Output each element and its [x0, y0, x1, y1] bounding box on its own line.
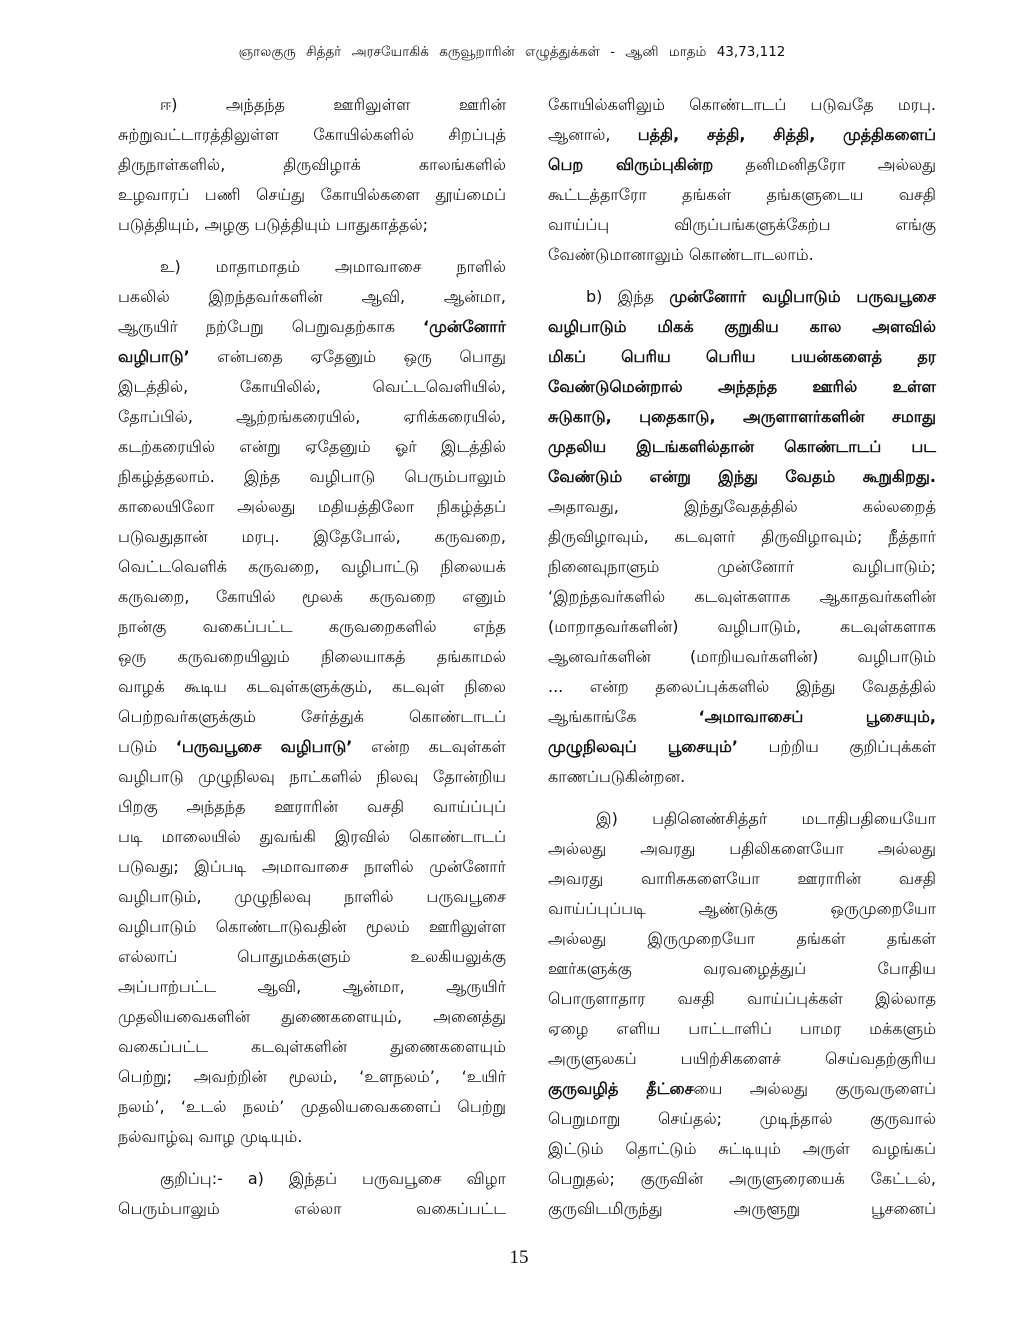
bold-text: ‘முன்னோர்: [423, 317, 506, 336]
bold-text-line: வேண்டும் என்று இந்து வேதம் கூறுகிறது.: [548, 467, 936, 486]
bold-text-line: மிகப் பெரிய பெரிய பயன்களைத் தர: [548, 347, 936, 366]
bold-text-line: சுடுகாடு, புதைகாடு, அருளாளர்களின் சமாது: [548, 407, 936, 426]
text-line: இட்டும் தொட்டும் சுட்டியும் அருள் வழங்கப்: [548, 1139, 936, 1158]
text-line: [548, 150, 936, 180]
text-segment: ஆங்காங்கே: [548, 707, 699, 726]
text-line: அப்பாற்பட்ட ஆவி, ஆன்மா, ஆருயிர்: [118, 977, 506, 996]
text-segment: என்ற கடவுள்கள்: [352, 737, 506, 756]
paragraph: [548, 282, 936, 792]
text-line: [548, 702, 936, 732]
text-line: கூட்டத்தாரோ தங்கள் தங்களுடைய வசதி: [548, 185, 936, 204]
text-line: தோப்பில், ஆற்றங்கரையில், ஏரிக்கரையில்,: [118, 407, 506, 426]
text-line: ஒரு கருவறையிலும் நிலையாகத் தங்காமல்: [118, 647, 506, 666]
text-segment: யை அல்லது குருவருளைப்: [693, 1079, 936, 1098]
text-line: ஏழை எளிய பாட்டாளிப் பாமர மக்களும்: [548, 1019, 936, 1038]
text-line: உ) மாதாமாதம் அமாவாசை நாளில்: [160, 257, 506, 276]
text-line: படுவதுதான் மரபு. இதேபோல், கருவறை,: [118, 527, 506, 546]
text-line: இடத்தில், கோயிலில், வெட்டவெளியில்,: [118, 377, 506, 396]
bold-text: ‘பருவபூசை வழிபாடு’: [175, 737, 353, 756]
text-line: பிறகு அந்தந்த ஊராரின் வசதி வாய்ப்புப்: [118, 797, 506, 816]
running-header: ஞாலகுரு சித்தர் அரசயோகிக் கருவூறாரின் எழுத்துக்கள் - ஆனி மாதம் 43,73,112: [238, 44, 786, 60]
text-segment: படும்: [118, 737, 176, 756]
text-line: படுத்தியும், அழகு படுத்தியும் பாதுகாத்தல்;: [118, 215, 428, 234]
text-line: கோயில்களிலும் கொண்டாடப் படுவதே மரபு.: [548, 95, 936, 114]
text-line: பெறுதல்; குருவின் அருளுரையைக் கேட்டல்,: [548, 1169, 936, 1188]
text-line: நல்வாழ்வு வாழ முடியும்.: [118, 1127, 303, 1146]
text-line: ஊர்களுக்கு வரவழைத்துப் போதிய: [548, 959, 936, 978]
text-line: வாழக் கூடிய கடவுள்களுக்கும், கடவுள் நிலை: [118, 677, 506, 696]
text-line: வகைப்பட்ட கடவுள்களின் துணைகளையும்: [118, 1037, 506, 1056]
text-line: வாய்ப்புப்படி ஆண்டுக்கு ஒருமுறையோ: [548, 899, 936, 918]
text-line: நினைவுநாளும் முன்னோர் வழிபாடும்;: [548, 557, 936, 576]
text-line: [118, 342, 506, 372]
text-line: ‘இறந்தவர்களில் கடவுள்களாக ஆகாதவர்களின்: [548, 587, 936, 606]
text-line: வெட்டவெளிக் கருவறை, வழிபாட்டு நிலையக்: [118, 557, 506, 576]
bold-text: ‘அமாவாசைப் பூசையும்,: [698, 707, 936, 726]
text-line: படி மாலையில் துவங்கி இரவில் கொண்டாடப்: [118, 827, 506, 846]
text-line: ... என்ற தலைப்புக்களில் இந்து வேதத்தில்: [548, 677, 936, 696]
text-line: [118, 312, 506, 342]
text-line: வழிபாடும் கொண்டாடுவதின் மூலம் ஊரிலுள்ள: [118, 917, 506, 936]
bold-text: பெற விரும்புகின்ற: [548, 155, 714, 174]
text-line: ஆனவர்களின் (மாறியவர்களின்) வழிபாடும்: [548, 647, 936, 666]
text-line: அல்லது இருமுறையோ தங்கள் தங்கள்: [548, 929, 936, 948]
text-line: வழிபாடு முழுநிலவு நாட்களில் நிலவு தோன்றிய: [118, 767, 506, 786]
bold-text: வழிபாடு’: [118, 347, 190, 366]
text-segment: ஆருயிர் நற்பேறு பெறுவதற்காக: [118, 317, 424, 336]
bold-text: முன்னோர் வழிபாடும் பருவபூசை: [669, 287, 936, 306]
text-line: நலம்’, ‘உடல் நலம்’ முதலியவைகளைப் பெற்று: [118, 1097, 506, 1116]
text-line: காணப்படுகின்றன.: [548, 767, 686, 786]
text-line: பெற்று; அவற்றின் மூலம், ‘உளநலம்’, ‘உயிர்: [118, 1067, 506, 1086]
text-line: பொருளாதார வசதி வாய்ப்புக்கள் இல்லாத: [548, 989, 936, 1008]
text-line: இ) பதினெண்சித்தர் மடாதிபதியையோ: [596, 809, 936, 828]
right-column: [548, 90, 936, 1224]
text-line: [548, 1074, 936, 1104]
paragraph: [118, 252, 506, 1152]
text-segment: என்பதை ஏதேனும் ஒரு பொது: [189, 347, 506, 366]
text-line: வேண்டுமானாலும் கொண்டாடலாம்.: [548, 245, 814, 264]
paragraph: [118, 1164, 506, 1224]
text-line: அருளுலகப் பயிற்சிகளைச் செய்வதற்குரிய: [548, 1049, 936, 1068]
text-line: திருவிழாவும், கடவுளர் திருவிழாவும்; நீத்தார்: [548, 527, 936, 546]
text-line: காலையிலோ அல்லது மதியத்திலோ நிகழ்த்தப்: [118, 497, 506, 516]
text-line: கருவறை, கோயில் மூலக் கருவறை எனும்: [118, 587, 506, 606]
text-line: குருவிடமிருந்து அருளூறு பூசனைப்: [548, 1199, 936, 1218]
text-line: நான்கு வகைப்பட்ட கருவறைகளில் எந்த: [118, 617, 506, 636]
text-line: [548, 282, 936, 312]
text-line: அதாவது, இந்துவேதத்தில் கல்லறைத்: [548, 497, 936, 516]
paragraph: [118, 90, 506, 240]
text-line: நிகழ்த்தலாம். இந்த வழிபாடு பெரும்பாலும்: [118, 467, 506, 486]
text-line: பகலில் இறந்தவர்களின் ஆவி, ஆன்மா,: [118, 287, 506, 306]
bold-text: குருவழித் தீட்சை: [548, 1079, 694, 1098]
text-line: திருநாள்களில், திருவிழாக் காலங்களில்: [118, 155, 506, 174]
text-line: ஈ) அந்தந்த ஊரிலுள்ள ஊரின்: [160, 95, 506, 114]
text-line: அல்லது அவரது பதிலிகளையோ அல்லது: [548, 839, 936, 858]
paragraph: [548, 90, 936, 270]
text-line: [548, 732, 936, 762]
text-segment: ஆனால்,: [548, 125, 638, 144]
text-line: உழவாரப் பணி செய்து கோயில்களை தூய்மைப்: [118, 185, 506, 204]
text-segment: b) இந்த: [586, 287, 670, 306]
text-line: வாய்ப்பு விருப்பங்களுக்கேற்ப எங்கு: [548, 215, 936, 234]
text-line: கடற்கரையில் என்று ஏதேனும் ஓர் இடத்தில்: [118, 437, 506, 456]
text-line: வழிபாடும், முழுநிலவு நாளில் பருவபூசை: [118, 887, 506, 906]
text-line: பெறுமாறு செய்தல்; முடிந்தால் குருவால்: [548, 1109, 936, 1128]
text-segment: பற்றிய குறிப்புக்கள்: [737, 737, 936, 756]
left-column: [118, 90, 506, 1224]
text-line: [548, 120, 936, 150]
paragraph: [548, 804, 936, 1224]
text-line: படுவது; இப்படி அமாவாசை நாளில் முன்னோர்: [118, 857, 506, 876]
bold-text: பத்தி, சத்தி, சித்தி, முத்திகளைப்: [637, 125, 937, 144]
text-line: [118, 732, 506, 762]
text-line: பெற்றவர்களுக்கும் சேர்த்துக் கொண்டாடப்: [118, 707, 506, 726]
text-line: (மாறாதவர்களின்) வழிபாடும், கடவுள்களாக: [548, 617, 936, 636]
bold-text-line: வேண்டுமென்றால் அந்தந்த ஊரில் உள்ள: [548, 377, 936, 396]
text-line: முதலியவைகளின் துணைகளையும், அனைத்து: [118, 1007, 506, 1026]
text-segment: தனிமனிதரோ அல்லது: [713, 155, 936, 174]
text-line: சுற்றுவட்டாரத்திலுள்ள கோயில்களில் சிறப்புத்: [118, 125, 506, 144]
page-number: 15: [509, 1247, 529, 1268]
text-line: எல்லாப் பொதுமக்களும் உலகியலுக்கு: [118, 947, 506, 966]
bold-text: முழுநிலவுப் பூசையும்’: [548, 737, 738, 756]
text-line: அவரது வாரிசுகளையோ ஊராரின் வசதி: [548, 869, 936, 888]
bold-text-line: வழிபாடும் மிகக் குறுகிய கால அளவில்: [548, 317, 936, 336]
text-line: பெரும்பாலும் எல்லா வகைப்பட்ட: [118, 1199, 506, 1218]
text-line: குறிப்பு:- a) இந்தப் பருவபூசை விழா: [160, 1169, 506, 1188]
bold-text-line: முதலிய இடங்களில்தான் கொண்டாடப் பட: [548, 437, 936, 456]
